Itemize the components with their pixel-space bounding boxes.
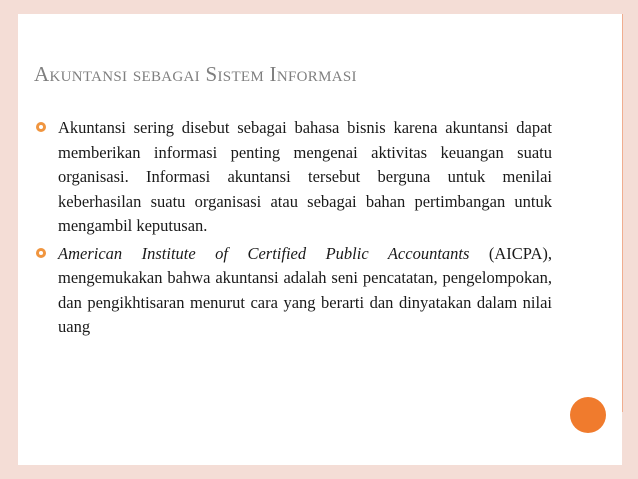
slide-frame-top <box>0 0 638 14</box>
slide-frame-left <box>0 0 18 479</box>
bullet-ring-icon <box>36 248 46 258</box>
slide-title: Akuntansi sebagai Sistem Informasi <box>34 62 357 86</box>
bullet-body: Akuntansi sering disebut sebagai bahasa bisnis karena akuntansi dapat memberikan informasi penting mengenai aktivitas keuangan suatu organisasi. Informasi akuntansi tersebut berguna untuk menilai keberhasilan suatu organisasi atau sebagai bahan pertimbangan untuk mengambil keputusan. <box>58 118 552 235</box>
bullet-text <box>58 242 552 340</box>
orange-circle-decoration <box>570 397 606 433</box>
bullet-text <box>58 116 552 239</box>
slide-frame-bottom <box>0 465 638 479</box>
bullet-item-accounting-language <box>36 116 552 239</box>
bullet-item-aicpa-definition <box>36 242 552 340</box>
slide-frame-right <box>622 0 638 479</box>
bullet-ring-icon <box>36 122 46 132</box>
bullet-italic-prefix: American Institute of Certified Public Accountants <box>58 243 470 263</box>
decorative-vertical-line <box>622 14 623 412</box>
bullet-body: (AICPA), mengemukakan bahwa akuntansi adalah seni pencatatan, pengelompokan, dan pengikhtisaran menurut cara yang berarti dan dinyatakan dalam nilai uang <box>58 243 553 336</box>
bullet-list <box>36 116 552 343</box>
